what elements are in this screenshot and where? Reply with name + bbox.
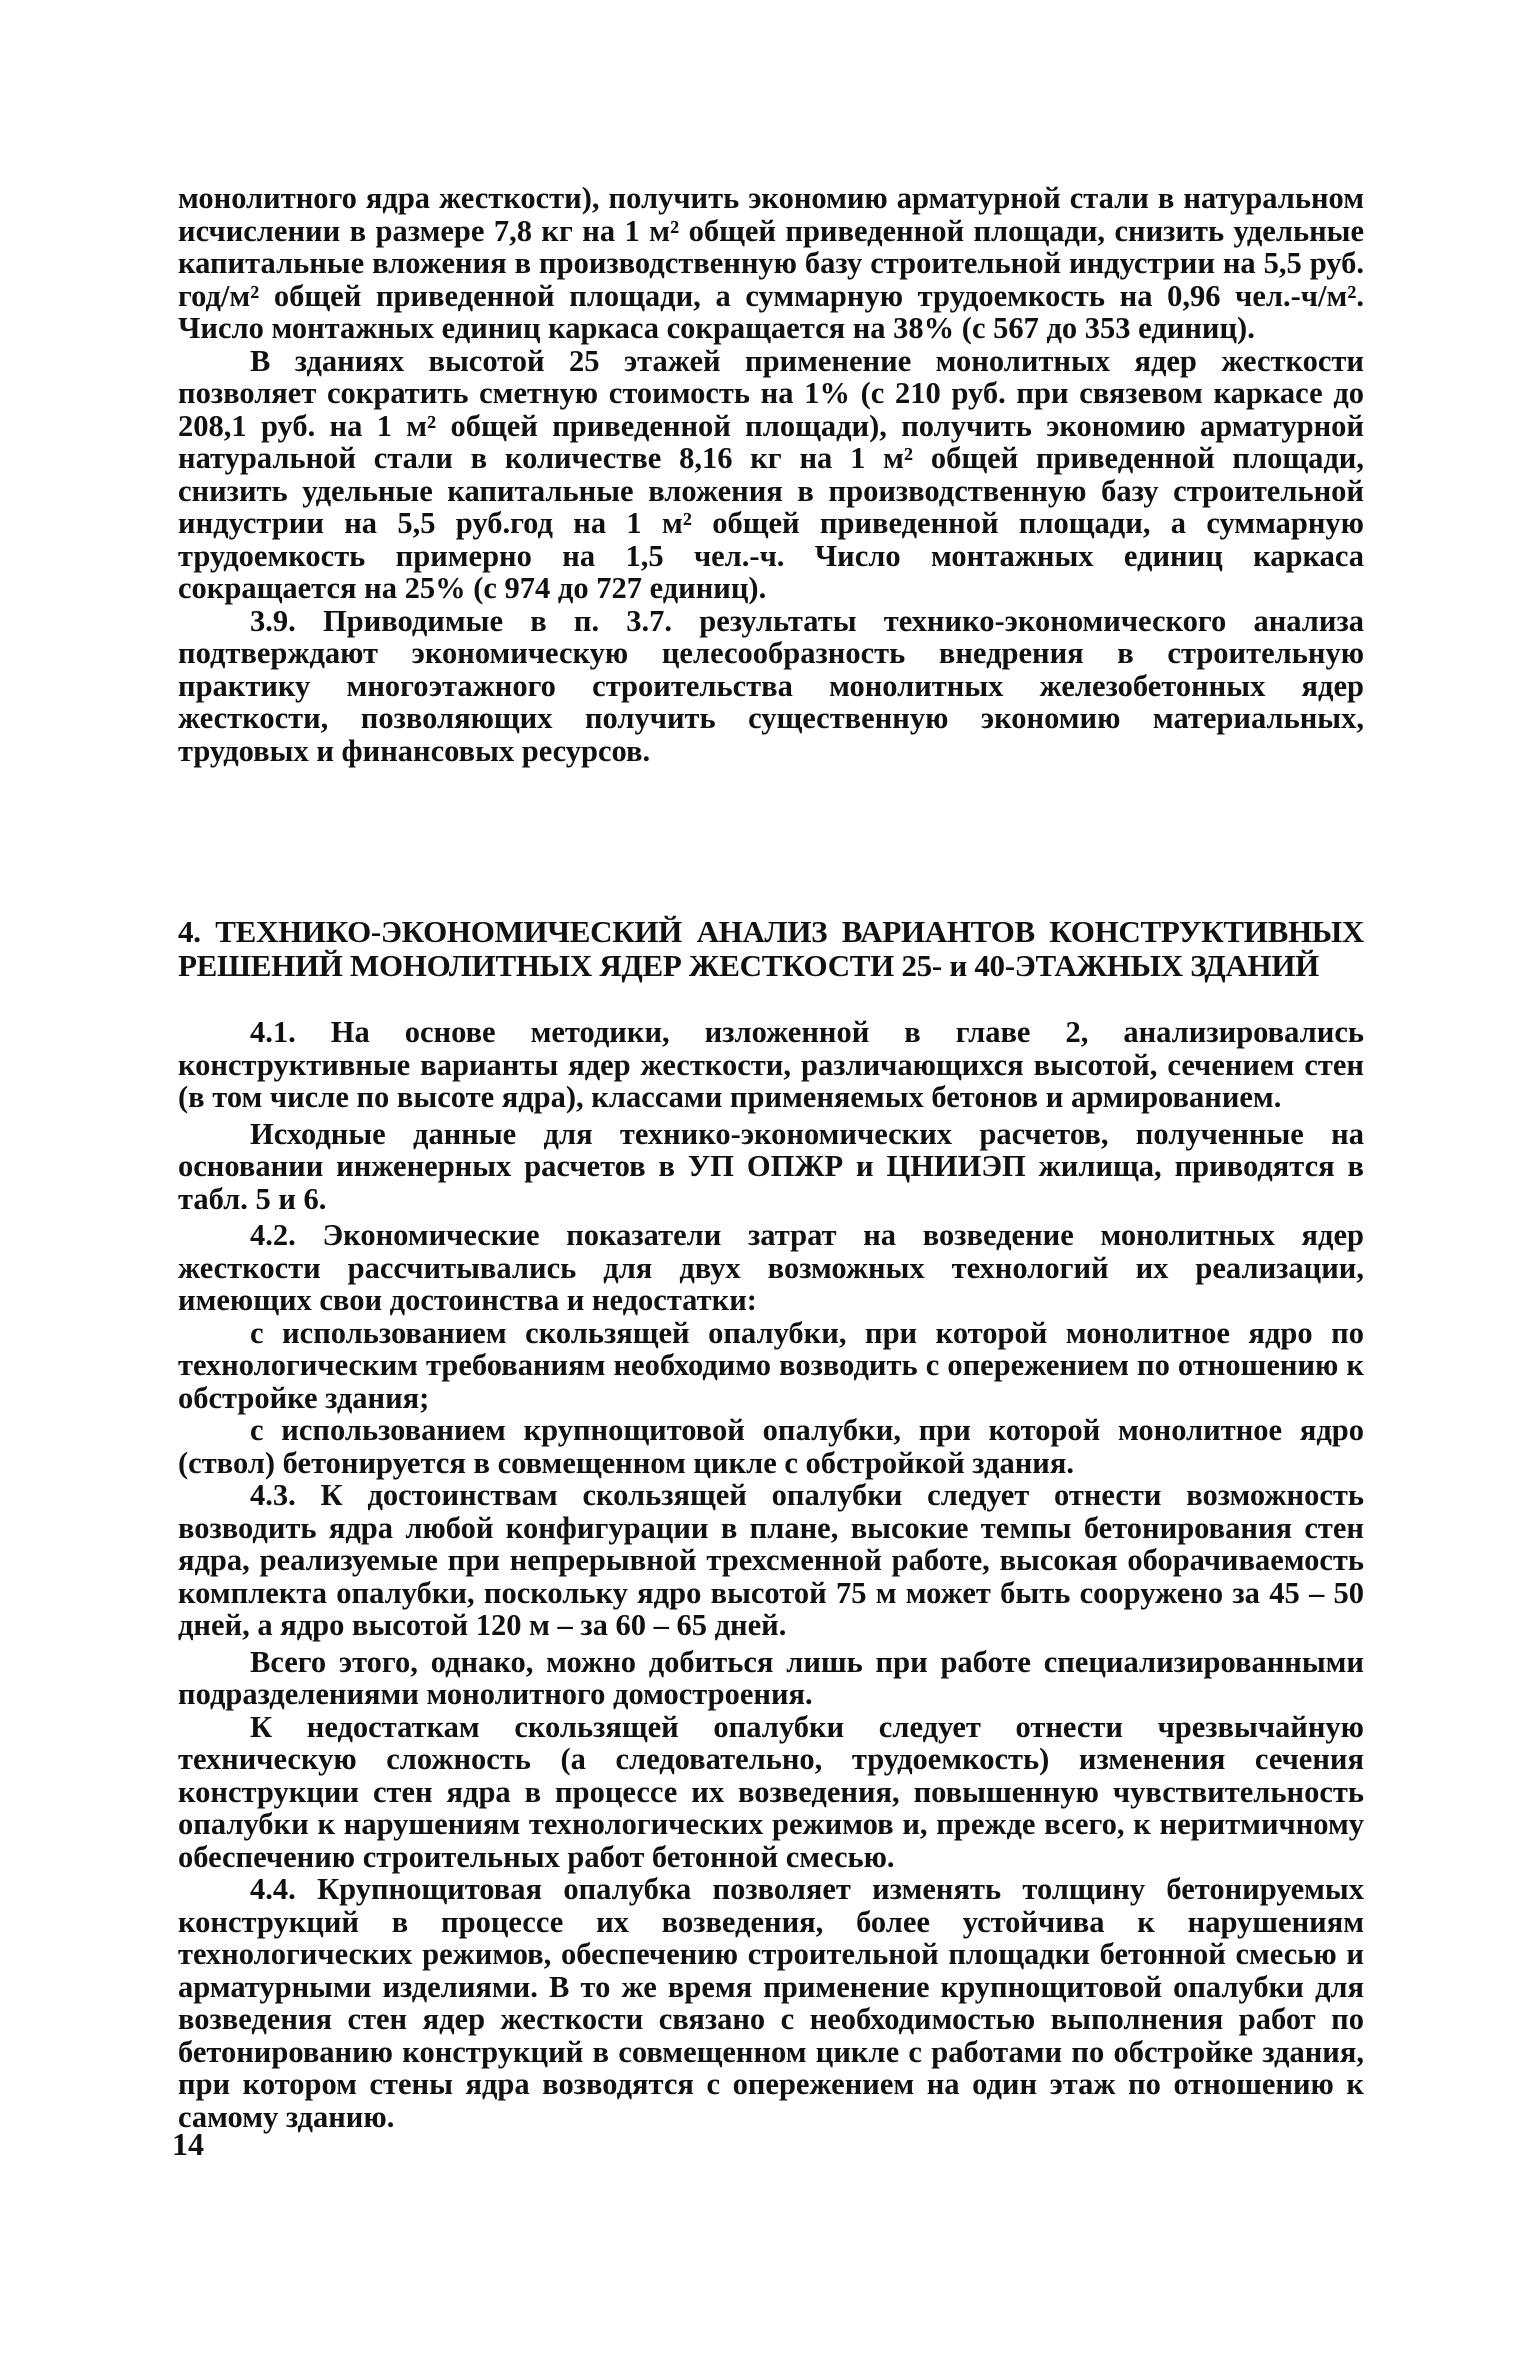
paragraph-4-3: 4.3. К достоинствам скользящей опалубки следует отнести возможность возводить ядра любой конфигурации в плане, высокие темпы бетонирования стен ядра, реализуемые при непрерывной трехсменной работе, высокая оборачиваемость комплекта опалубки, поскольку ядро высотой 75 м может быть сооружено за 45 – 50 дней, а ядро высотой 120 м – за 60 – 65 дней. bbox=[178, 1478, 1364, 1642]
section-heading: 4. ТЕХНИКО-ЭКОНОМИЧЕСКИЙ АНАЛИЗ ВАРИАНТОВ КОНСТРУКТИВНЫХ РЕШЕНИЙ МОНОЛИТНЫХ ЯДЕР ЖЕСТКОСТИ 25- и 40-ЭТАЖНЫХ ЗДАНИЙ bbox=[178, 914, 1364, 983]
paragraph-25-floors: В зданиях высотой 25 этажей применение монолитных ядер жесткости позволяет сократить сметную стоимость на 1% (с 210 руб. при связевом каркасе до 208,1 руб. на 1 м² общей приведенной площади), получить экономию арматурной натуральной стали в количестве 8,16 кг на 1 м² общей приведенной площади, снизить удельные капитальные вложения в производственную базу строительной индустрии на 5,5 руб.год на 1 м² общей приведенной площади, а суммарную трудоемкость примерно на 1,5 чел.-ч. Число монтажных единиц каркаса сокращается на 25% (с 974 до 727 единиц). bbox=[178, 343, 1364, 605]
paragraph-panel-formwork: с использованием крупнощитовой опалубки, при которой монолитное ядро (ствол) бетонируется в совмещенном цикле с обстройкой здания. bbox=[178, 1413, 1364, 1480]
paragraph-sliding-formwork: с использованием скользящей опалубки, при которой монолитное ядро по технологическим требованиям необходимо возводить с опережением по отношению к обстройке здания; bbox=[178, 1315, 1364, 1415]
paragraph-input-data: Исходные данные для технико-экономических расчетов, полученные на основании инженерных расчетов в УП ОПЖР и ЦНИИЭП жилища, приводятся в табл. 5 и 6. bbox=[178, 1116, 1364, 1216]
section-heading-block bbox=[178, 915, 1364, 983]
paragraph-disadvantages: К недостаткам скользящей опалубки следует отнести чрезвычайную техническую сложность (а следовательно, трудоемкость) изменения сечения конструкции стен ядра в процессе их возведения, повышенную чувствительность опалубки к нарушениям технологических режимов и, прежде всего, к неритмичному обеспечению строительных работ бетонной смесью. bbox=[178, 1709, 1364, 1874]
paragraph-4-2: 4.2. Экономические показатели затрат на возведение монолитных ядер жесткости рассчитывались для двух возможных технологий их реализации, имеющих свои достоинства и недостатки: bbox=[178, 1218, 1364, 1317]
page-number: 14 bbox=[172, 2126, 204, 2162]
section-4-body bbox=[178, 1016, 1364, 2133]
paragraph-4-1: 4.1. На основе методики, изложенной в главе 2, анализировались конструктивные варианты ядер жесткости, различающихся высотой, сечением стен (в том числе по высоте ядра), классами применяемых бетонов и армированием. bbox=[178, 1015, 1364, 1114]
top-text-block bbox=[178, 182, 1364, 767]
paragraph-3-9: 3.9. Приводимые в п. 3.7. результаты технико-экономического анализа подтверждают экономическую целесообразность внедрения в строительную практику многоэтажного строительства монолитных железобетонных ядер жесткости, позволяющих получить существенную экономию материальных, трудовых и финансовых ресурсов. bbox=[178, 603, 1364, 768]
paragraph-continuation: монолитного ядра жесткости), получить экономию арматурной стали в натуральном исчислении в размере 7,8 кг на 1 м² общей приведенной площади, снизить удельные капитальные вложения в производственную базу строительной индустрии на 5,5 руб. год/м² общей приведенной площади, а суммарную трудоемкость на 0,96 чел.-ч/м². Число монтажных единиц каркаса сокращается на 38% (с 567 до 353 единиц). bbox=[178, 181, 1364, 345]
paragraph-4-4: 4.4. Крупнощитовая опалубка позволяет изменять толщину бетонируемых конструкций в процессе их возведения, более устойчива к нарушениям технологических режимов, обеспечению строительной площадки бетонной смесью и арматурными изделиями. В то же время применение крупнощитовой опалубки для возведения стен ядер жесткости связано с необходимостью выполнения работ по бетонированию конструкций в совмещенном цикле с работами по обстройке здания, при котором стены ядра возводятся с опережением на один этаж по отношению к самому зданию. bbox=[178, 1872, 1364, 2134]
paragraph-specialized: Всего этого, однако, можно добиться лишь при работе специализированными подразделениями монолитного домостроения. bbox=[178, 1644, 1364, 1711]
